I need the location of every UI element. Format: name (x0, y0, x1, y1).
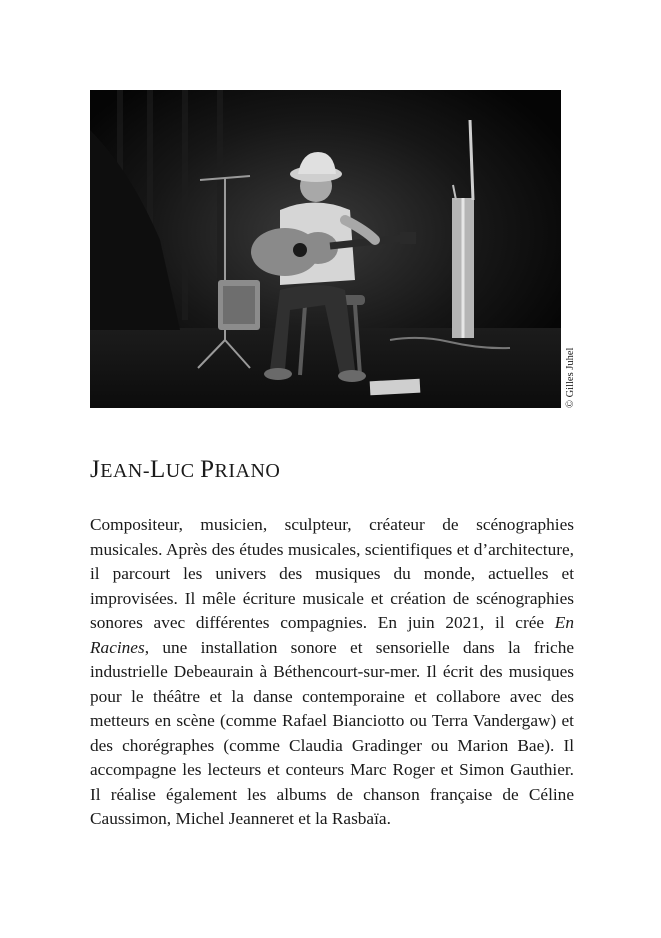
author-name: JEAN-LUC PRIANO (90, 456, 281, 483)
biography-paragraph: Compositeur, musicien, sculpteur, créateur de scénographies musicales. Après des études musicales, scientifiques et d’architecture, il parcourt les univers des musiques du monde, actuelles et improvisées. Il mêle écriture musicale et création de scénographies sonores avec différentes compagnies. En juin 2021, il crée En Racines, une installation sonore et sensorielle dans la friche industrielle Debeaurain à Béthencourt-sur-mer. Il écrit des musiques pour le théâtre et la danse contemporaine et collabore avec des metteurs en scène (comme Rafael Bianciotto ou Terra Vandergaw) et des chorégraphes (comme Claudia Gradinger ou Marion Bae). Il accompagne les lecteurs et conteurs Marc Roger et Simon Gauthier. Il réalise également les albums de chanson française de Céline Caussimon, Michel Jeanneret et la Rasbaïa. (90, 515, 574, 828)
work-title: En Racines (90, 613, 574, 657)
musician-photo (90, 90, 561, 408)
stage-performance-image (90, 90, 561, 408)
photo-credit: © Gilles Juhel (565, 347, 576, 408)
